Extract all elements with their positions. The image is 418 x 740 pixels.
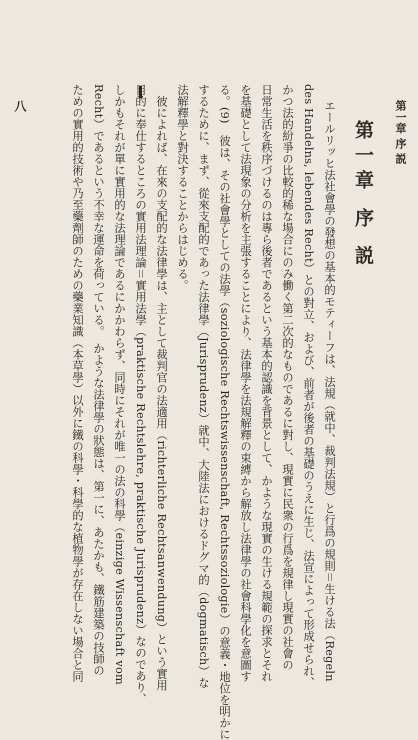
text-line: 法解釋學と對決することからはじめる。 [176,84,189,291]
text-line: しかもそれが單に實用的な法理論であるにかかわらず、同時にそれが唯一の法の科學（einzige Wissenschaft vom [113,84,126,685]
chapter-title: 第一章 序 説 [352,120,374,271]
page-number: 八 [13,100,27,113]
text-line: des Handelns, lebendes Recht）との對立、および、前者が後者の基礎のうえに生じ、法宣によって形成せられ、 [302,84,315,689]
text-line: を基礎として法現象の分析を主張することにより、法律學を法規解釋の束縛から解放し法律學の社會科學化を意圖す [239,84,252,682]
text-line: するために、まず、從來支配的であった法律學（Jurisprudenz）就中、大陸法におけるドグマ的（dogmatisch）な [197,84,210,689]
text-line: Recht）であるという不幸な運命を荷っている。 かような法律學の狀態は、第一に、あたかも、鐵筋建築の技師の [92,84,105,677]
text-line: かつ法的紛爭の比較的稀な場合にのみ働く第二次的なものであるに對し、現實に民衆の行爲を規律し現實の社會の [281,84,294,671]
text-line: エールリッヒ法社會學の發想の基本的モティーフは、法規（就中、裁判法規）と行爲の規則＝生ける法（Regeln [323,100,336,682]
text-line: ための實用的技術や乃至藥劑師のための藥業知識（本草學）以外に鐵の科學・科學的な植物學が存在しない場合と同 [71,84,84,682]
text-line: 彼によれば、在來の支配的な法律學は、主として裁判官の法適用（richterliche Rechtsanwendung）という實用 [155,84,168,692]
running-head: 第一章 序 説 [394,100,407,165]
text-line: 目的に奉仕するところの實用法理論＝實用法學（praktische Rechtslehre, praktische Jurisprudenz）なのであり、 [134,84,147,705]
text-line: 日常生活を秩序づけるのは專ら後者であるという基本的認識を背景として、かような現實の生ける規範の探求とそれ [260,84,273,682]
text-line: る。(9) 彼は、その社會學としての法學（soziologische Rechtswissenschaft, Rechtssoziologie）の意義・地位を明かに [218,84,231,740]
